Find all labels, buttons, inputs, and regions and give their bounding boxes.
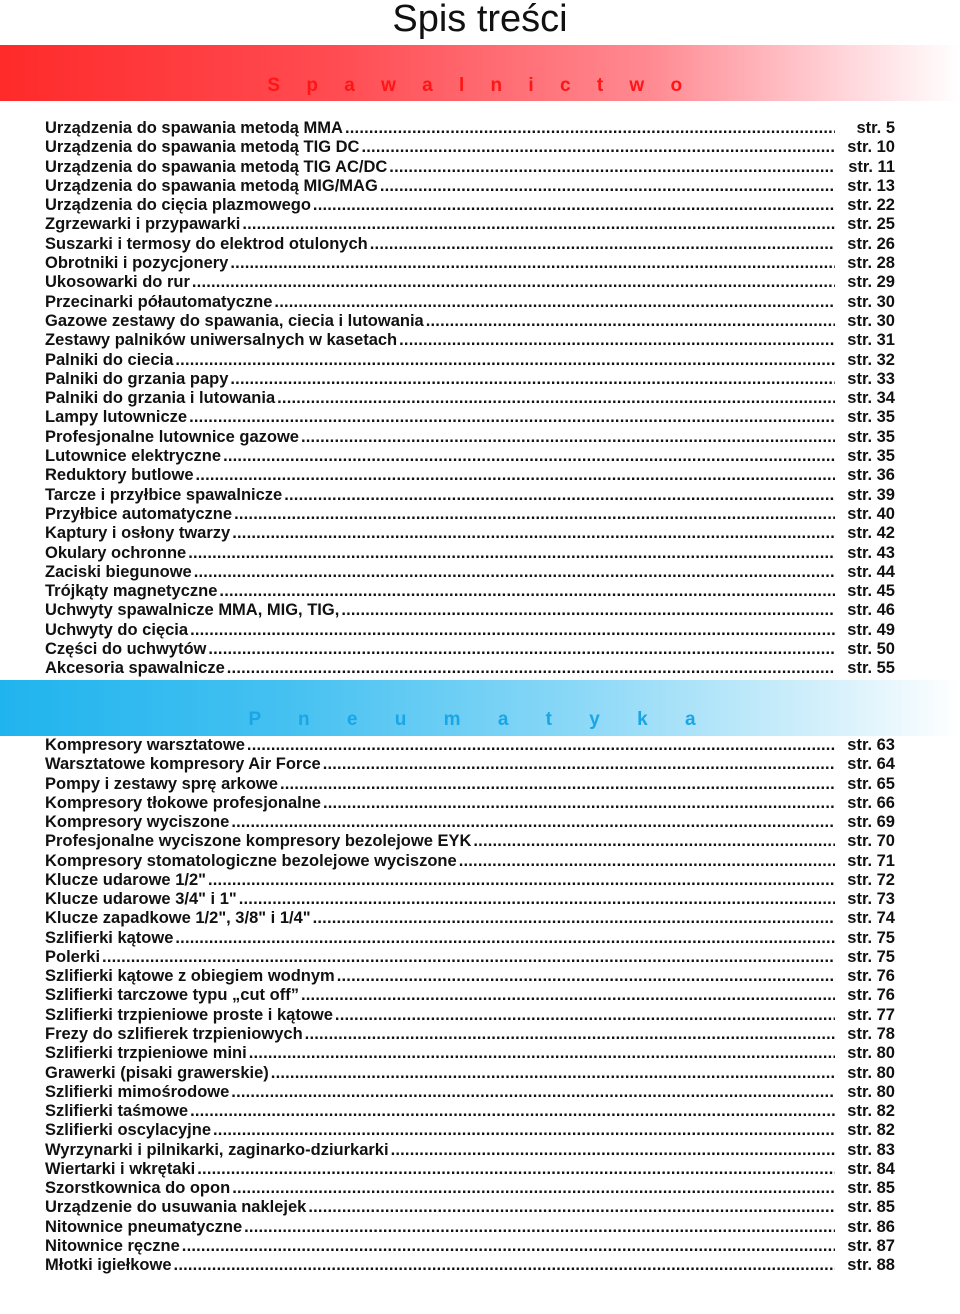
toc-entry-label: Szorstkownica do opon xyxy=(45,1179,231,1198)
toc-dot-leader xyxy=(231,813,835,832)
toc-entry-page: str. 40 xyxy=(847,504,895,523)
toc-dot-leader xyxy=(249,1044,835,1063)
toc-dot-leader xyxy=(380,177,835,196)
toc-entry-page: str. 75 xyxy=(847,928,895,947)
toc-dot-leader xyxy=(194,563,835,582)
toc-dot-leader xyxy=(308,1198,835,1217)
toc-dot-leader xyxy=(280,775,835,794)
toc-entry-label: Warsztatowe kompresory Air Force xyxy=(45,755,321,774)
toc-dot-leader xyxy=(230,370,835,389)
toc-entry-page: str. 30 xyxy=(847,311,895,330)
toc-entry-page: str. 35 xyxy=(847,408,895,427)
toc-entry-page: str. 35 xyxy=(847,447,895,466)
toc-entry xyxy=(45,215,895,234)
toc-entry-page: str. 35 xyxy=(847,427,895,446)
toc-entry-label: Urządzenia do spawania metodą TIG DC xyxy=(45,138,360,157)
toc-entry xyxy=(45,254,895,273)
toc-entry-page: str. 30 xyxy=(847,292,895,311)
toc-entry-page: str. 45 xyxy=(847,582,895,601)
toc-entry-page: str. 82 xyxy=(847,1102,895,1121)
toc-entry xyxy=(45,273,895,292)
toc-entry xyxy=(45,331,895,350)
toc-list-welding xyxy=(45,119,895,679)
toc-entry-label: Wyrzynarki i pilnikarki, zaginarko-dziurkarki xyxy=(45,1140,389,1159)
toc-entry-page: str. 42 xyxy=(847,524,895,543)
toc-dot-leader xyxy=(305,1025,835,1044)
toc-entry-label: Polerki xyxy=(45,947,101,966)
toc-entry xyxy=(45,1044,895,1063)
toc-entry-label: Klucze udarowe 3/4" i 1" xyxy=(45,890,237,909)
toc-entry xyxy=(45,138,895,157)
toc-entry-page: str. 80 xyxy=(847,1082,895,1101)
toc-entry-label: Szlifierki tarczowe typu „cut off” xyxy=(45,986,299,1005)
toc-entry xyxy=(45,235,895,254)
toc-entry xyxy=(45,1006,895,1025)
toc-dot-leader xyxy=(361,138,835,157)
toc-entry xyxy=(45,428,895,447)
toc-entry xyxy=(45,408,895,427)
toc-entry xyxy=(45,871,895,890)
toc-entry xyxy=(45,1179,895,1198)
toc-dot-leader xyxy=(175,351,835,370)
toc-entry xyxy=(45,832,895,851)
toc-entry-page: str. 49 xyxy=(847,620,895,639)
toc-dot-leader xyxy=(399,331,835,350)
toc-entry xyxy=(45,505,895,524)
toc-entry-label: Reduktory butlowe xyxy=(45,466,194,485)
toc-entry-page: str. 65 xyxy=(847,774,895,793)
toc-entry xyxy=(45,755,895,774)
toc-entry xyxy=(45,524,895,543)
toc-entry-page: str. 80 xyxy=(847,1063,895,1082)
toc-entry-page: str. 72 xyxy=(847,870,895,889)
toc-list-pneumatics xyxy=(45,736,895,1275)
toc-dot-leader xyxy=(227,659,835,678)
toc-entry-label: Urządzenia do spawania metodą MMA xyxy=(45,119,343,137)
toc-entry-page: str. 86 xyxy=(847,1217,895,1236)
toc-dot-leader xyxy=(473,832,835,851)
toc-entry-label: Trójkąty magnetyczne xyxy=(45,582,218,601)
toc-dot-leader xyxy=(247,736,835,755)
toc-dot-leader xyxy=(223,447,835,466)
toc-entry-page: str. 63 xyxy=(847,736,895,754)
toc-entry-label: Ukosowarki do rur xyxy=(45,273,190,292)
toc-entry-page: str. 32 xyxy=(847,350,895,369)
toc-entry-page: str. 83 xyxy=(847,1140,895,1159)
toc-dot-leader xyxy=(232,524,835,543)
toc-entry-page: str. 71 xyxy=(847,851,895,870)
toc-entry-page: str. 85 xyxy=(847,1198,895,1217)
toc-entry-page: str. 44 xyxy=(847,562,895,581)
toc-dot-leader xyxy=(189,408,835,427)
toc-entry-label: Klucze udarowe 1/2" xyxy=(45,870,206,889)
toc-entry-label: Urządzenia do cięcia plazmowego xyxy=(45,196,311,215)
toc-entry-page: str. 36 xyxy=(847,466,895,485)
toc-dot-leader xyxy=(102,948,835,967)
section-title-pneumatics: P n e u m a t y k a xyxy=(248,709,712,730)
toc-dot-leader xyxy=(190,1102,835,1121)
toc-entry-page: str. 43 xyxy=(847,543,895,562)
toc-entry xyxy=(45,948,895,967)
toc-entry-page: str. 73 xyxy=(847,890,895,909)
toc-entry-page: str. 77 xyxy=(847,1005,895,1024)
toc-entry xyxy=(45,1064,895,1083)
toc-entry-label: Kompresory tłokowe profesjonalne xyxy=(45,793,321,812)
toc-entry-page: str. 64 xyxy=(847,755,895,774)
toc-entry-page: str. 46 xyxy=(847,601,895,620)
toc-dot-leader xyxy=(188,544,835,563)
toc-entry-label: Kaptury i osłony twarzy xyxy=(45,524,231,543)
toc-entry xyxy=(45,736,895,755)
toc-entry-label: Nitownice ręczne xyxy=(45,1236,180,1255)
toc-dot-leader xyxy=(208,871,835,890)
toc-entry-label: Części do uchwytów xyxy=(45,640,207,659)
toc-entry-label: Gazowe zestawy do spawania, ciecia i lutowania xyxy=(45,311,424,330)
toc-entry xyxy=(45,1102,895,1121)
toc-entry xyxy=(45,967,895,986)
toc-entry xyxy=(45,1237,895,1256)
page-title: Spis treści xyxy=(392,0,568,40)
toc-entry xyxy=(45,1025,895,1044)
toc-entry-label: Szlifierki oscylacyjne xyxy=(45,1121,212,1140)
toc-entry-page: str. 10 xyxy=(847,138,895,157)
toc-entry xyxy=(45,1141,895,1160)
toc-dot-leader xyxy=(234,505,835,524)
toc-entry-page: str. 87 xyxy=(847,1236,895,1255)
toc-entry-label: Pompy i zestawy sprę arkowe xyxy=(45,774,278,793)
toc-dot-leader xyxy=(219,582,835,601)
toc-dot-leader xyxy=(345,119,835,138)
toc-dot-leader xyxy=(232,1179,835,1198)
toc-dot-leader xyxy=(196,466,835,485)
toc-entry-page: str. 76 xyxy=(847,967,895,986)
toc-entry-page: str. 88 xyxy=(847,1256,895,1275)
toc-entry-page: str. 39 xyxy=(847,485,895,504)
toc-entry xyxy=(45,1083,895,1102)
toc-entry-page: str. 28 xyxy=(847,254,895,273)
toc-entry-label: Klucze zapadkowe 1/2", 3/8" i 1/4" xyxy=(45,909,311,928)
toc-entry-label: Kompresory warsztatowe xyxy=(45,736,245,754)
toc-entry-page: str. 55 xyxy=(847,659,895,678)
section-title-welding: S p a w a l n i c t w o xyxy=(267,75,693,96)
toc-dot-leader xyxy=(244,1218,835,1237)
toc-entry xyxy=(45,909,895,928)
toc-entry xyxy=(45,1160,895,1179)
toc-dot-leader xyxy=(323,794,835,813)
toc-dot-leader xyxy=(337,967,835,986)
toc-entry xyxy=(45,621,895,640)
toc-dot-leader xyxy=(335,1006,835,1025)
toc-entry xyxy=(45,890,895,909)
toc-entry-label: Lutownice elektryczne xyxy=(45,447,222,466)
toc-dot-leader xyxy=(231,1083,835,1102)
toc-entry-label: Szlifierki kątowe z obiegiem wodnym xyxy=(45,967,335,986)
toc-dot-leader xyxy=(389,158,835,177)
toc-entry-label: Zestawy palników uniwersalnych w kasetach xyxy=(45,331,398,350)
toc-entry-label: Szlifierki mimośrodowe xyxy=(45,1082,230,1101)
toc-entry-label: Szlifierki trzpieniowe proste i kątowe xyxy=(45,1005,333,1024)
toc-entry-label: Profesjonalne lutownice gazowe xyxy=(45,427,299,446)
toc-dot-leader xyxy=(301,428,835,447)
toc-entry xyxy=(45,119,895,138)
toc-entry xyxy=(45,447,895,466)
toc-entry-label: Przyłbice automatyczne xyxy=(45,504,233,523)
toc-dot-leader xyxy=(208,640,835,659)
toc-entry-label: Wiertarki i wkrętaki xyxy=(45,1159,196,1178)
toc-dot-leader xyxy=(426,312,835,331)
toc-entry-page: str. 76 xyxy=(847,986,895,1005)
toc-entry-page: str. 13 xyxy=(847,176,895,195)
toc-dot-leader xyxy=(182,1237,835,1256)
toc-dot-leader xyxy=(274,293,835,312)
toc-dot-leader xyxy=(391,1141,835,1160)
toc-entry xyxy=(45,293,895,312)
toc-entry xyxy=(45,389,895,408)
toc-dot-leader xyxy=(242,215,835,234)
toc-entry-label: Akcesoria spawalnicze xyxy=(45,659,225,678)
toc-entry-label: Urządzenie do usuwania naklejek xyxy=(45,1198,307,1217)
toc-entry xyxy=(45,158,895,177)
toc-entry xyxy=(45,601,895,620)
toc-entry xyxy=(45,582,895,601)
toc-entry-page: str. 34 xyxy=(847,389,895,408)
toc-entry-label: Uchwyty do cięcia xyxy=(45,620,189,639)
toc-entry-label: Palniki do ciecia xyxy=(45,350,174,369)
toc-entry-label: Urządzenia do spawania metodą MIG/MAG xyxy=(45,176,378,195)
toc-dot-leader xyxy=(277,389,835,408)
toc-dot-leader xyxy=(175,929,835,948)
toc-entry-label: Zgrzewarki i przypawarki xyxy=(45,215,241,234)
toc-dot-leader xyxy=(192,273,835,292)
toc-dot-leader xyxy=(459,852,835,871)
toc-entry xyxy=(45,1256,895,1275)
toc-entry-label: Lampy lutownicze xyxy=(45,408,188,427)
toc-entry-page: str. 25 xyxy=(847,215,895,234)
toc-entry xyxy=(45,1198,895,1217)
toc-entry-label: Kompresory wyciszone xyxy=(45,813,230,832)
toc-dot-leader xyxy=(323,755,835,774)
toc-entry-page: str. 69 xyxy=(847,813,895,832)
toc-entry-label: Szlifierki trzpieniowe mini xyxy=(45,1044,247,1063)
toc-entry xyxy=(45,351,895,370)
toc-dot-leader xyxy=(174,1256,835,1275)
toc-entry-label: Nitownice pneumatyczne xyxy=(45,1217,243,1236)
toc-entry-page: str. 33 xyxy=(847,369,895,388)
toc-entry-page: str. 82 xyxy=(847,1121,895,1140)
toc-entry xyxy=(45,852,895,871)
toc-entry-page: str. 70 xyxy=(847,832,895,851)
toc-entry-page: str. 66 xyxy=(847,793,895,812)
toc-entry-page: str. 29 xyxy=(847,273,895,292)
toc-entry-label: Uchwyty spawalnicze MMA, MIG, TIG, xyxy=(45,601,340,620)
toc-entry xyxy=(45,544,895,563)
toc-entry xyxy=(45,1218,895,1237)
toc-entry-label: Urządzenia do spawania metodą TIG AC/DC xyxy=(45,157,388,176)
toc-entry xyxy=(45,196,895,215)
toc-entry xyxy=(45,312,895,331)
toc-dot-leader xyxy=(301,986,835,1005)
toc-entry-label: Grawerki (pisaki grawerskie) xyxy=(45,1063,269,1082)
toc-entry-page: str. 74 xyxy=(847,909,895,928)
toc-dot-leader xyxy=(341,601,835,620)
toc-dot-leader xyxy=(190,621,835,640)
toc-entry-label: Tarcze i przyłbice spawalnicze xyxy=(45,485,283,504)
toc-entry-page: str. 31 xyxy=(847,331,895,350)
toc-entry xyxy=(45,1121,895,1140)
toc-entry-page: str. 80 xyxy=(847,1044,895,1063)
toc-entry-label: Kompresory stomatologiczne bezolejowe wyciszone xyxy=(45,851,457,870)
toc-entry xyxy=(45,929,895,948)
toc-entry-label: Obrotniki i pozycjonery xyxy=(45,254,229,273)
toc-entry-page: str. 84 xyxy=(847,1159,895,1178)
toc-entry xyxy=(45,775,895,794)
toc-dot-leader xyxy=(213,1121,835,1140)
toc-entry-label: Suszarki i termosy do elektrod otulonych xyxy=(45,234,368,253)
toc-dot-leader xyxy=(239,890,835,909)
toc-entry-label: Szlifierki taśmowe xyxy=(45,1102,189,1121)
toc-entry-page: str. 26 xyxy=(847,234,895,253)
toc-dot-leader xyxy=(370,235,835,254)
toc-dot-leader xyxy=(284,486,835,505)
toc-entry-label: Palniki do grzania i lutowania xyxy=(45,389,276,408)
toc-dot-leader xyxy=(230,254,835,273)
toc-entry-label: Profesjonalne wyciszone kompresory bezolejowe EYK xyxy=(45,832,472,851)
toc-entry-label: Szlifierki kątowe xyxy=(45,928,174,947)
toc-entry xyxy=(45,986,895,1005)
toc-entry xyxy=(45,813,895,832)
toc-entry-page: str. 85 xyxy=(847,1179,895,1198)
toc-entry-label: Okulary ochronne xyxy=(45,543,187,562)
toc-entry-page: str. 75 xyxy=(847,947,895,966)
toc-dot-leader xyxy=(197,1160,835,1179)
toc-entry-label: Zaciski biegunowe xyxy=(45,562,192,581)
toc-entry xyxy=(45,486,895,505)
toc-entry-label: Palniki do grzania papy xyxy=(45,369,229,388)
toc-entry xyxy=(45,794,895,813)
toc-entry-page: str. 11 xyxy=(848,157,895,176)
toc-entry-page: str. 50 xyxy=(847,640,895,659)
toc-dot-leader xyxy=(313,909,835,928)
toc-entry xyxy=(45,370,895,389)
toc-entry-page: str. 22 xyxy=(847,196,895,215)
toc-dot-leader xyxy=(313,196,835,215)
toc-entry xyxy=(45,466,895,485)
toc-entry-label: Młotki igiełkowe xyxy=(45,1256,172,1275)
toc-entry xyxy=(45,659,895,678)
toc-entry-page: str. 78 xyxy=(847,1024,895,1043)
toc-entry xyxy=(45,563,895,582)
toc-entry-page: str. 5 xyxy=(856,119,895,137)
toc-entry-label: Frezy do szlifierek trzpieniowych xyxy=(45,1024,303,1043)
toc-entry xyxy=(45,177,895,196)
toc-dot-leader xyxy=(271,1064,835,1083)
toc-entry xyxy=(45,640,895,659)
toc-entry-label: Przecinarki półautomatyczne xyxy=(45,292,273,311)
